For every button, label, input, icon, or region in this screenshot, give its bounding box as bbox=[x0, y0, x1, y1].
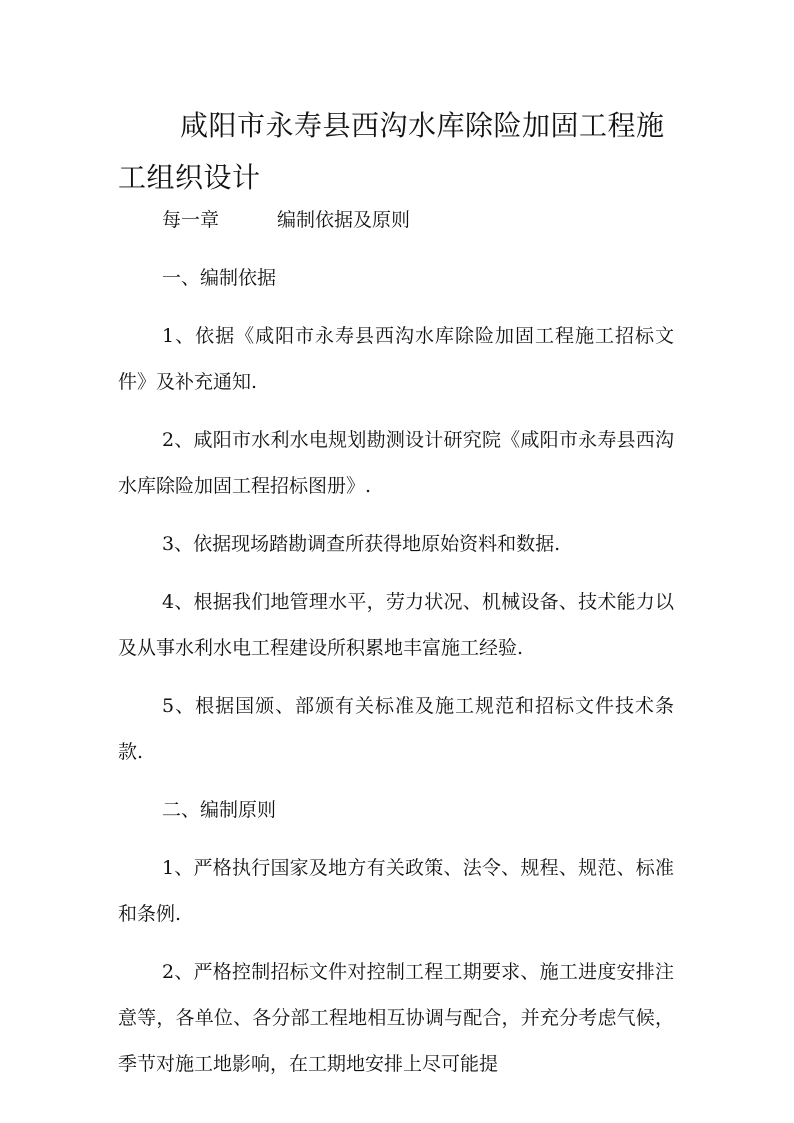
basis-item-5: 5、根据国颁、部颁有关标准及施工规范和招标文件技术条款. bbox=[118, 695, 674, 763]
basis-item-1: 1、依据《咸阳市永寿县西沟水库除险加固工程施工招标文件》及补充通知. bbox=[118, 325, 674, 393]
principle-item-1: 1、严格执行国家及地方有关政策、法令、规程、规范、标准和条例. bbox=[118, 857, 674, 925]
document-title: 咸阳市永寿县西沟水库除险加固工程施工组织设计 bbox=[118, 109, 665, 194]
section-heading-basis: 一、编制依据 bbox=[162, 267, 277, 289]
section-heading-principles: 二、编制原则 bbox=[162, 799, 277, 821]
document-body bbox=[118, 197, 674, 1087]
chapter-name: 编制依据及原则 bbox=[277, 209, 411, 231]
chapter-number: 每一章 bbox=[162, 209, 220, 231]
chapter-heading bbox=[118, 197, 674, 243]
basis-item-3: 3、依据现场踏勘调查所获得地原始资料和数据. bbox=[162, 533, 561, 555]
principle-item-2: 2、严格控制招标文件对控制工程工期要求、施工进度安排注意等，各单位、各分部工程地相互协调与配合，并充分考虑气候，季节对施工地影响，在工期地安排上尽可能提 bbox=[118, 961, 674, 1075]
basis-item-2: 2、咸阳市水利水电规划勘测设计研究院《咸阳市永寿县西沟水库除险加固工程招标图册》. bbox=[118, 429, 674, 497]
basis-item-4: 4、根据我们地管理水平，劳力状况、机械设备、技术能力以及从事水利水电工程建设所积累地丰富施工经验. bbox=[118, 591, 674, 659]
